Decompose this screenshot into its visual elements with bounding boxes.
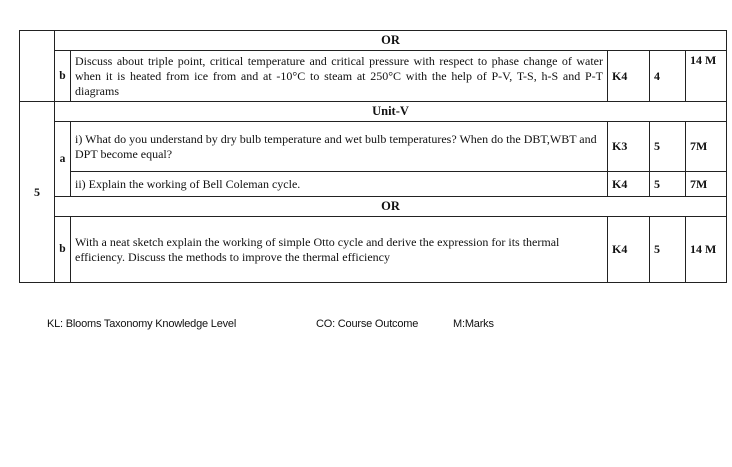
- question-5a-part2-row: [20, 172, 727, 197]
- legend-marks: M:Marks: [453, 318, 494, 330]
- question-5b-kl: K4: [608, 217, 650, 283]
- question-5a-part1-row: [20, 122, 727, 172]
- question-4b-row: [20, 51, 727, 102]
- question-number-cell-prev: [20, 31, 55, 102]
- question-5b-row: [20, 217, 727, 283]
- question-4b-marks: 14 M: [686, 51, 727, 102]
- or-row-1: [20, 31, 727, 51]
- or-label-1: OR: [55, 31, 727, 51]
- question-5b-co: 5: [650, 217, 686, 283]
- question-5a-part2-kl: K4: [608, 172, 650, 197]
- question-5a-part2-marks: 7M: [686, 172, 727, 197]
- question-5b-sub-label: b: [55, 217, 71, 283]
- question-5a-part1-kl: K3: [608, 122, 650, 172]
- question-4b-sub-label: b: [55, 51, 71, 102]
- question-5b-text: With a neat sketch explain the working of simple Otto cycle and derive the expression for its thermal efficiency. Discuss the methods to improve the thermal efficiency: [71, 217, 608, 283]
- question-number-5: 5: [20, 102, 55, 283]
- question-4b-text: Discuss about triple point, critical temperature and critical pressure with respect to phase change of water when it is heated from ice from and at -10°C to steam at 250°C with the help of P-V, T-S, h-S and P-T diagrams: [71, 51, 608, 102]
- question-5a-part1-text: i) What do you understand by dry bulb temperature and wet bulb temperatures? When do the DBT,WBT and DPT become equal?: [71, 122, 608, 172]
- question-5a-sub-label: a: [55, 122, 71, 197]
- question-5a-part2-text: ii) Explain the working of Bell Coleman cycle.: [71, 172, 608, 197]
- question-5a-part2-co: 5: [650, 172, 686, 197]
- or-label-2: OR: [55, 197, 727, 217]
- question-5b-marks: 14 M: [686, 217, 727, 283]
- question-5a-part1-marks: 7M: [686, 122, 727, 172]
- question-5a-part1-co: 5: [650, 122, 686, 172]
- question-table: [19, 30, 727, 283]
- legend: [47, 318, 494, 330]
- or-row-2: [20, 197, 727, 217]
- unit-row: [20, 102, 727, 122]
- legend-course-outcome: CO: Course Outcome: [316, 318, 419, 330]
- question-4b-kl: K4: [608, 51, 650, 102]
- legend-knowledge-level: KL: Blooms Taxonomy Knowledge Level: [47, 318, 237, 330]
- unit-label: Unit-V: [55, 102, 727, 122]
- question-4b-co: 4: [650, 51, 686, 102]
